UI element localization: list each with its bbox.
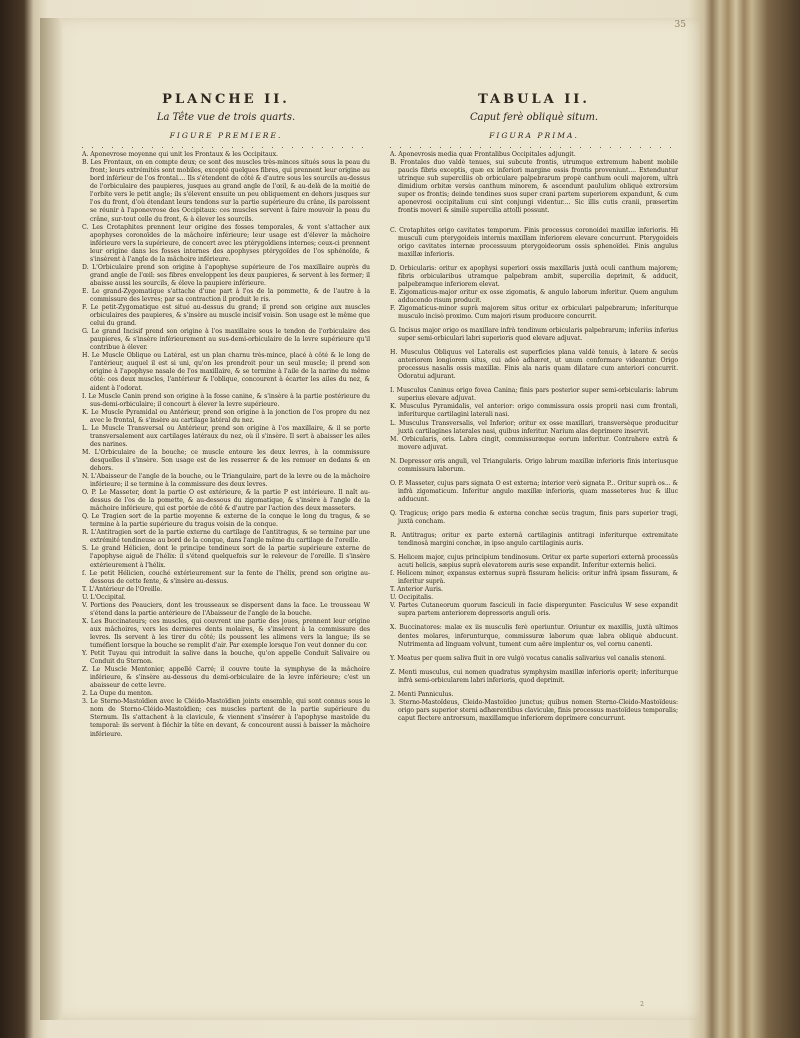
latin-entry: V. Partes Cutaneorum quorum fasciculi in facie dispergunter. Fasciculus W sese expandit supra partem anteriorem depressoris anguli oris. [390,602,678,618]
latin-entry: I. Musculus Caninus origo fovea Canina; finis pars posterior super semi-orbicularis: labrum superius elevare adjuvat. [390,387,678,403]
latin-entry: Z. Menti musculus, cui nomen quadratus symphysim maxillæ inferioris operit; inferiturque infrà semi-orbicularem labri inferioris, quod deprimit. [390,668,678,684]
latin-entry: S. Helicem major, cujus principium tendinosum. Oritur ex parte superiori externâ processûs acuti helicis, sæpius suprà elevatorem auris sese expandit. Inferitur externis helici. [390,554,678,570]
latin-entry: U. Occipitalis. [390,594,434,602]
french-entry: C. Les Crotaphites prennent leur origine des fosses temporales, & vont s'attacher aux apophyses coronoïdes de la mâchoire inférieure; leur usage est d'élever la mâchoire inférieure vers la supérieure, de concert avec les ptérygoïdiens internes; ceux-ci prennent leur origine dans les fosses internes des apophyses ptérygoïdes de l'os sphénoïde, & s'insèrent à l'angle de la mâchoire inférieure. [82,223,370,263]
french-subtitle: La Tête vue de trois quarts. [156,112,296,124]
latin-entry: A. Aponevrosis media quæ Frontalibus Occipitales adjungit. [390,151,576,159]
book-page [40,18,700,1020]
latin-subtitle: Caput ferè obliquè situm. [469,112,599,124]
french-entry: A. Aponevrose moyenne qui unit les Frontaux & les Occipitaux. [82,151,278,159]
latin-rule [390,147,678,148]
french-entry: X. Les Buccinateurs; ces muscles, qui couvrent une partie des joues, prennent leur origine aux mâchoires, vers les dernieres dents molaires, & s'insèrent à la commissure des levres. Ils servent à les tirer du côté; ils poussent les alimens vers la langue; ils se tuméfient lorsque la bouche se remplit d'air. Par exemple lorsque l'on veut donner du cor. [82,617,370,649]
latin-figure-heading: FIGURA PRIMA. [489,131,579,141]
french-entry: 2. La Oupe du menton. [82,690,153,698]
latin-entry: T. Anterior Auris. [390,586,443,594]
french-entry: D. L'Orbiculaire prend son origine à l'apophyse supérieure de l'os maxillaire auprès du grand angle de l'œil: ses fibres enveloppent les deux paupieres, & servent à les fermer; il abaisse aussi les sourcils, & éleve la paupiere inférieure. [82,263,370,287]
french-entry: K. Le Muscle Pyramidal ou Antérieur, prend son origine à la jonction de l'os propre du nez avec le frontal, & s'insère au cartilage latéral du nez. [82,408,370,424]
page-folio: 35 [674,20,686,30]
latin-entry: ſ. Helicem minor, expansus externus suprà fissuram helicis: oritur infrà ipsam fissuram, & inferitur suprà. [390,570,678,586]
french-entry: T. L'Antérieur de l'Oreille. [82,585,163,593]
french-entry: Z. Le Muscle Mentonier, appellé Carré; il couvre toute la symphyse de la mâchoire inférieure, & s'insère au-dessous du demi-orbiculaire de la levre inférieure; c'est un abaisseur de cette levre. [82,666,370,690]
french-entry: I. Le Muscle Canin prend son origine à la fosse canine, & s'insère à la partie postérieure du sus-demi-orbiculaire; il concourt à élever la levre supérieure. [82,392,370,408]
french-entry: G. Le grand Incisif prend son origine à l'os maxillaire sous le tendon de l'orbiculaire des paupieres, & s'insère inférieurement au sus-demi-orbiculaire de la levre supérieure qu'il contribue à élever. [82,328,370,352]
french-entry: V. Portions des Peauciers, dont les trousseaux se dispersent dans la face. Le trousseau W s'étend dans la partie antérieure de l'Abaisseur de l'angle de la bouche. [82,601,370,617]
french-entry: Q. Le Tragien sort de la partie moyenne & externe de la conque le long du tragus, & se termine à la partie supérieure du tragus voisin de la conque. [82,513,370,529]
page-gutter [40,18,62,1020]
latin-entry: 2. Menti Panniculus. [390,690,454,698]
latin-plate-title: TABULA II. [478,92,590,107]
french-entry: R. L'Antitragien sort de la partie externe du cartilage de l'antitragus, & se termine par une extrémité tendineuse au bord de la conque, dans l'angle même du cartilage de l'oreille. [82,529,370,545]
french-figure-heading: FIGURE PREMIERE. [169,131,283,141]
french-entry: U. L'Occipital. [82,593,126,601]
french-entry: S. Le grand Hélicien, dont le principe tendineux sort de la partie supérieure externe de l'apophyse aiguë de l'hélix: il s'étend quelquefois sur le releveur de l'oreille. Il s'insère extérieurement à l'hélix. [82,545,370,569]
french-entry: B. Les Frontaux, on en compte deux; ce sont des muscles très-minces situés sous la peau du front; leurs extrémités sont mobiles, excepté quelques fibres, qui prennent leur origine au bord inférieur de l'os frontal.... Ils s'étendent de côté & d'autre sous les sourcils au-dessus de l'orbiculaire des paupieres, jusques au grand angle de l'œil, & au-delà de la moitié de l'orbite vers le petit angle; ils s'élevent ensuite un peu obliquement en dehors jusques sur l'os du front, d'où étendant leurs tendons sur la partie supérieure du crâne, ils paroissent se réunir à l'aponevrose des Occipitaux: ces muscles servent à faire mouvoir la peau du crâne, sur-tout celle du front, & à élever les sourcils. [82,159,370,223]
latin-entry: C. Crotaphites origo cavitates temporum. Finis processus coronoidei maxillæ inferioris. Hi musculi cum pterygoideis internis maxillam inferiorem elevare concurrunt. Pterygoideis origo cavitates internæ processuum pterygoideorum ossis sphenoïdei. Finis angulus maxillæ inferioris. [390,226,678,258]
french-entry: L. Le Muscle Transversal ou Antérieur, prend son origine à l'os maxillaire, & il se porte transversalement aux cartilages latéraux du nez, où il s'insère. Il sert à abaisser les ailes des narines. [82,424,370,448]
french-entries [82,151,370,738]
latin-entry: L. Musculus Transversalis, vel Inferior; oritur ex osse maxillari, transversèque producitur juxtà cartilagines laterales nasi, quibus inferitur. Narium alas deprimere inservit. [390,419,678,435]
latin-column [390,92,678,723]
latin-entry: 3. Sterno-Mastoïdeus, Cleido-Mastoïdeo junctus; quibus nomen Sterno-Cleido-Mastoïdeus: origo pars superior sterni adhærentibus claviculæ, finis processus mastoïdeus temporalis; caput flectere antrorsum, maxillamque inferiorem deprimere concurrunt. [390,698,678,722]
french-entry: 3. Le Sterno-Mastoïdien avec le Cléido-Mastoïdien joints ensemble, qui sont connus sous le nom de Sterno-Cléido-Mastoïdien; ces muscles partent de la partie supérieure du Sternum. Ils s'attachent à la clavicule, & viennent s'insérer à l'apophyse mastoïde du temporal: ils servent à fléchir la tête en devant, & concourent aussi à baisser la mâchoire inférieure. [82,698,370,738]
latin-entry: X. Buccinatores: malæ ex iis musculis ferè operiuntur. Oriuntur ex maxillis, juxtà ultimos dentes molares, inferunturque, commissuræ laborum quæ labra obliquè abducunt. Nutrimenta ad linguam volvunt, tument cum aëre implentur os, vel cornu canenti. [390,624,678,648]
french-entry: Y. Petit Tuyau qui introduit la salive dans la bouche, qu'on appelle Conduit Salivaire ou Conduit du Sternon. [82,650,370,666]
latin-entry: D. Orbicularis: oritur ex apophysi superiori ossis maxillaris juxtà oculi canthum majorem; fibris orbicularibus utramque palpebram ambit, supercilia deprimit, & adducit, palpebramque inferiorem elevat. [390,264,678,288]
french-plate-title: PLANCHE II. [162,92,290,107]
french-column [82,92,370,739]
latin-entry: Y. Meatus per quem saliva fluit in ore vulgò vocatus canalis salivarius vel canalis stenoni. [390,654,666,662]
latin-entry: N. Depressor oris anguli, vel Triangularis. Origo labrum maxillæ inferioris finis interiusque commissura laborum. [390,457,678,473]
latin-entries [390,151,678,723]
latin-entry: O. P. Masseter, cujus pars signata O est externa; interior verò signata P... Oritur suprà os... & infrà zigomaticum. Inferitur angulo maxillæ inferioris, quam masseteres huc & illuc adducunt. [390,479,678,503]
french-entry: E. Le grand-Zygomatique s'attache d'une part à l'os de la pommette, & de l'autre à la commissure des levres; par sa contraction il produit le ris. [82,287,370,303]
latin-entry: E. Zigomaticus-major oritur ex osse zigomatis, & angulo laborum inferitur. Quem angulum adducendo risum producit. [390,288,678,304]
latin-entry: F. Zigomaticus-minor suprà majorem situs oritur ex orbiculari palpebrarum; inferiturque musculo incisò proximo. Cum majori risum producere concurrit. [390,304,678,320]
french-rule [82,147,370,148]
french-entry: ſ. Le petit Hélicien, couché extérieurement sur la fente de l'hélix, prend son origine au-dessous de cette fente, & s'insère au-dessus. [82,569,370,585]
french-entry: N. L'Abaisseur de l'angle de la bouche, ou le Triangulaire, part de la levre ou de la mâchoire inférieure; il se termine à la commissure des deux levres. [82,473,370,489]
french-entry: H. Le Muscle Oblique ou Latéral, est un plan charnu très-mince, placé à côté & le long de l'antérieur, auquel il est si uni, qu'on les prendroit pour un seul muscle; il prend son origine à l'apophyse nasale de l'os maxillaire, & se termine à l'aile de la narine du même côté: ces deux muscles, l'antérieur & l'oblique, concourent à écarter les ailes du nez, & aident à l'odorat. [82,352,370,392]
page-foot-mark: 2 [640,1001,644,1008]
latin-entry: M. Orbicularis, oris. Labra cingit, commissuræque eorum inferitur. Contrahere extrà & movere adjuvat. [390,435,678,451]
latin-entry: K. Musculus Pyramidalis, vel anterior: origo commissura ossis proprii nasi cum frontali, inferiturque cartilagini laterali nasi. [390,403,678,419]
french-entry: F. Le petit-Zygomatique est situé au-dessus du grand; il prend son origine aux muscles orbiculaires des paupieres, & s'insère au muscle incisif voisin. Son usage est le même que celui du grand. [82,304,370,328]
latin-entry: R. Antitragus; oritur ex parte externâ cartilaginis antitragi inferiturque extremitate tendinosâ margini conchæ, in ipso angulo cartilaginis auris. [390,532,678,548]
latin-entry: G. Incisus major origo os maxillare infrà tendinum orbicularis palpebrarum; inferiùs inferius super semi-orbiculari labri superioris quod elevare adjuvat. [390,327,678,343]
french-entry: M. L'Orbiculaire de la bouche; ce muscle entoure les deux levres, à la commissure desquelles il s'insère. Son usage est de les resserrer & de les remuer en dedans & en dehors. [82,448,370,472]
latin-entry: H. Musculus Obliquus vel Lateralis est superficies plana valdè tenuis, à latere & secùs anteriorem longiorem situs, cui adeò adhæret, ut unum conformare videantur. Origo processus nasalis ossis maxillæ. Finis ala naris quam dilatare cum anteriori concurrit. Odoratui adjurant. [390,349,678,381]
french-entry: O. P. Le Masseter, dont la partie O est extérieure, & la partie P est intérieure. Il naît au-dessus de l'os de la pomette, & au-dessous du zigomatique, & s'insère à l'angle de la mâchoire inférieure, qui est portée de côté & d'autre par l'action des deux masseters. [82,489,370,513]
latin-entry: Q. Tragicus; origo pars media & externa conchæ secùs tragum, finis pars superior tragi, juxtà concham. [390,509,678,525]
latin-entry: B. Frontales duo valdè tenues, sui subcute frontis, utrumque extremum habent mobile paucis fibris exceptis, quæ ex inferiori margine ossis frontis proveniunt.... Extenduntur utrinque sub superciliis ob orbiculare palpebrarum propè canthum oculi majorem, ultrà dimidium orbitæ versùs canthum minorem, & ascendunt paululùm obliquè extrorsùm super os frontis; deinde tendines suos super crani partem superiorem expandunt, & cum aponevrosi occipitalium cui sint conjungi videntur.... Sic illis cutis cranii, præsertim frontis moveri & similè supercilia attolli possunt. [390,159,678,215]
